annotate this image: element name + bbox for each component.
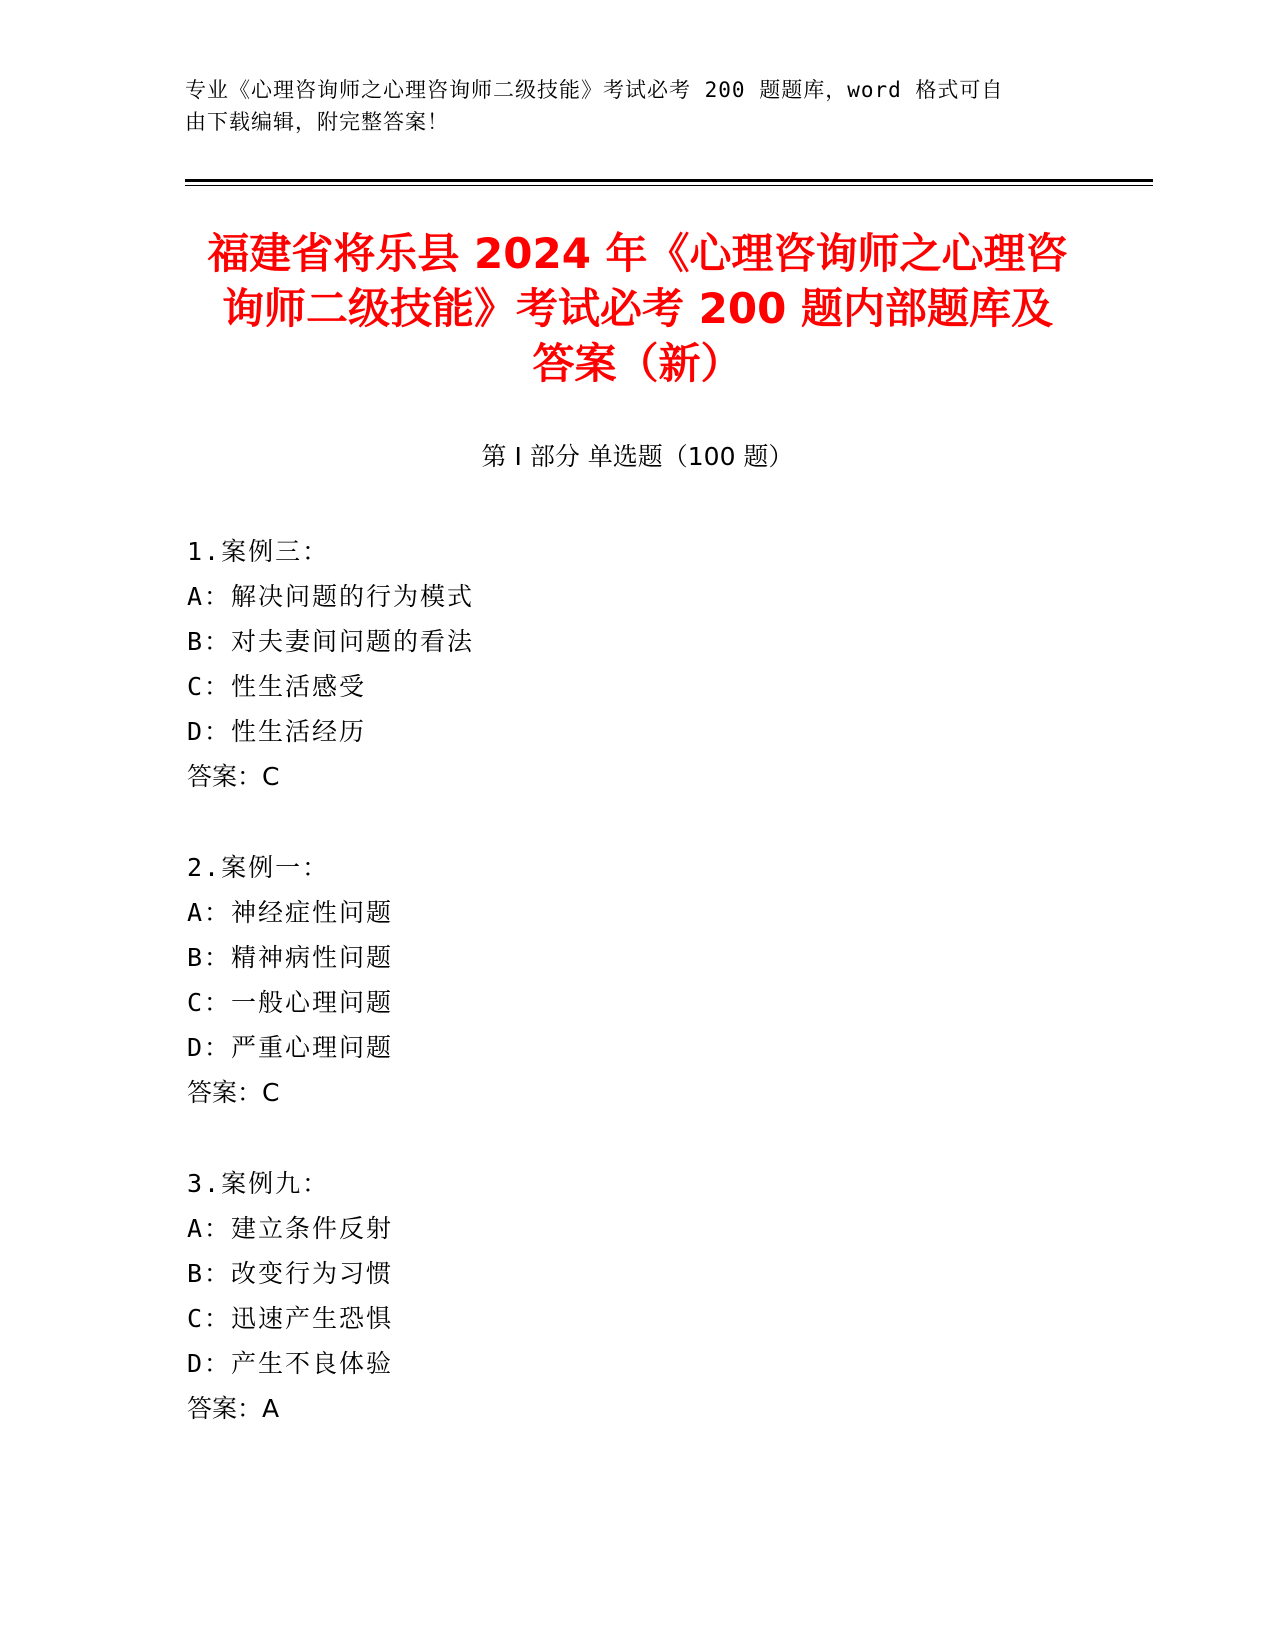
question-stem: 2.案例一： xyxy=(187,853,330,882)
header-note-line-1: 专业《心理咨询师之心理咨询师二级技能》考试必考 200 题题库，word 格式可自 xyxy=(185,78,1004,102)
header-divider-thick xyxy=(185,179,1153,182)
option-d: D：产生不良体验 xyxy=(187,1349,394,1378)
header-note-line-2: 由下载编辑，附完整答案！ xyxy=(185,110,449,134)
question-2 xyxy=(187,845,1087,1115)
option-a: A：解决问题的行为模式 xyxy=(187,582,475,611)
answer-line: 答案：A xyxy=(187,1394,280,1423)
option-c: C：迅速产生恐惧 xyxy=(187,1304,394,1333)
option-d: D：严重心理问题 xyxy=(187,1033,394,1062)
document-title-line-3: 答案（新） xyxy=(532,339,743,388)
option-a: A：神经症性问题 xyxy=(187,898,394,927)
question-list xyxy=(187,529,1087,1477)
document-title-line-1: 福建省将乐县 2024 年《心理咨询师之心理咨 xyxy=(207,229,1068,278)
option-b: B：对夫妻间问题的看法 xyxy=(187,627,475,656)
header-note xyxy=(185,74,1085,138)
option-c: C：一般心理问题 xyxy=(187,988,394,1017)
option-a: A：建立条件反射 xyxy=(187,1214,394,1243)
option-b: B：改变行为习惯 xyxy=(187,1259,394,1288)
document-title-line-2: 询师二级技能》考试必考 200 题内部题库及 xyxy=(222,284,1053,333)
question-3 xyxy=(187,1161,1087,1431)
option-d: D：性生活经历 xyxy=(187,717,367,746)
question-stem: 3.案例九： xyxy=(187,1169,330,1198)
section-heading: 第 I 部分 单选题（100 题） xyxy=(481,442,794,471)
option-b: B：精神病性问题 xyxy=(187,943,394,972)
question-stem: 1.案例三： xyxy=(187,537,330,566)
header-divider-thin xyxy=(185,185,1153,186)
answer-line: 答案：C xyxy=(187,762,280,791)
document-title xyxy=(160,226,1115,391)
option-c: C：性生活感受 xyxy=(187,672,367,701)
question-1 xyxy=(187,529,1087,799)
answer-line: 答案：C xyxy=(187,1078,280,1107)
